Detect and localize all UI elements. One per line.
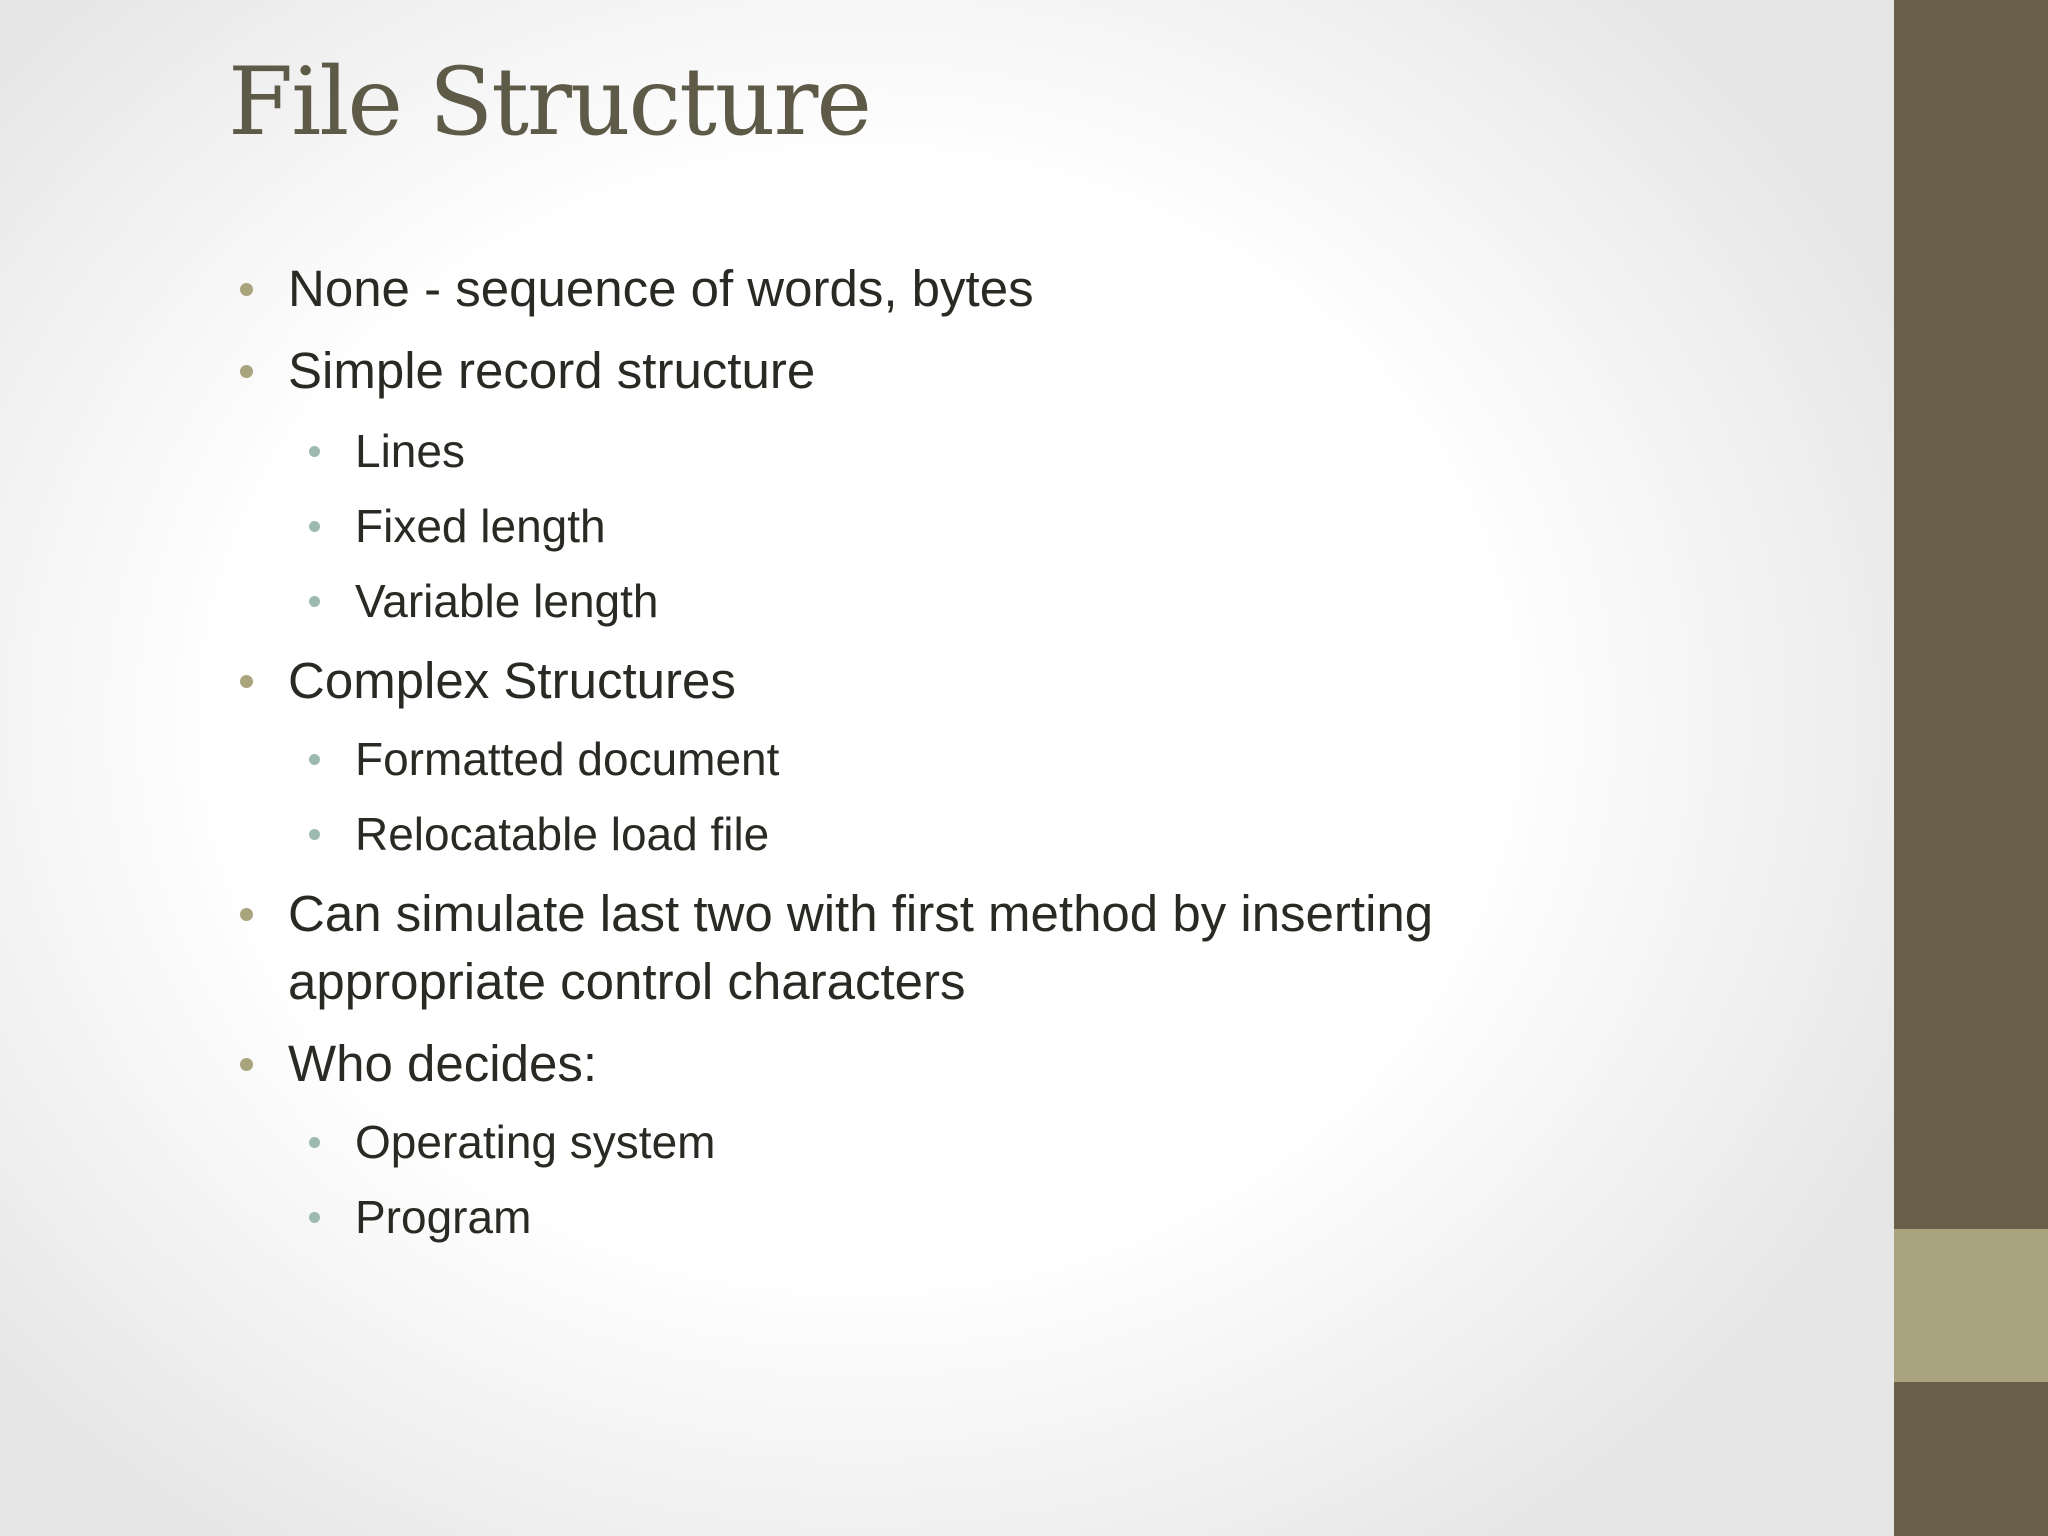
sub-bullet-dot-icon bbox=[309, 754, 320, 765]
sub-bullet-dot-icon bbox=[309, 521, 320, 532]
bullet-text: Who decides: bbox=[288, 1035, 597, 1092]
bullet-text: None - sequence of words, bytes bbox=[288, 260, 1034, 317]
bullet-item bbox=[288, 255, 1034, 323]
bullet-item bbox=[288, 1030, 597, 1098]
bullet-text: Simple record structure bbox=[288, 342, 816, 399]
sub-bullet-dot-icon bbox=[309, 829, 320, 840]
sub-bullet-text: Operating system bbox=[355, 1116, 716, 1168]
sub-bullet-dot-icon bbox=[309, 446, 320, 457]
sub-bullet-text: Lines bbox=[355, 425, 465, 477]
bullet-item bbox=[288, 880, 1688, 1016]
slide-title: File Structure bbox=[228, 48, 871, 157]
sub-bullet-item bbox=[355, 1105, 715, 1179]
sub-bullet-text: Fixed length bbox=[355, 500, 606, 552]
sub-bullet-text: Program bbox=[355, 1191, 532, 1243]
sub-bullet-text: Relocatable load file bbox=[355, 808, 770, 860]
bullet-dot-icon bbox=[240, 283, 253, 296]
sub-bullet-text: Formatted document bbox=[355, 733, 780, 785]
sub-bullet-item bbox=[355, 414, 465, 488]
sub-bullet-dot-icon bbox=[309, 1137, 320, 1148]
bullet-text: Complex Structures bbox=[288, 652, 736, 709]
sub-bullet-text: Variable length bbox=[355, 575, 659, 627]
sub-bullet-item bbox=[355, 722, 779, 796]
bullet-dot-icon bbox=[240, 1058, 253, 1071]
sub-bullet-item bbox=[355, 1180, 531, 1254]
bullet-item bbox=[288, 337, 815, 405]
sub-bullet-dot-icon bbox=[309, 596, 320, 607]
bullet-dot-icon bbox=[240, 675, 253, 688]
sub-bullet-item bbox=[355, 797, 769, 871]
sub-bullet-item bbox=[355, 489, 606, 563]
bullet-text: Can simulate last two with first method by inserting appropriate control characters bbox=[288, 885, 1434, 1010]
bullet-dot-icon bbox=[240, 908, 253, 921]
sub-bullet-item bbox=[355, 564, 658, 638]
side-accent-decoration bbox=[1894, 1229, 2048, 1382]
sub-bullet-dot-icon bbox=[309, 1212, 320, 1223]
bullet-dot-icon bbox=[240, 365, 253, 378]
bullet-item bbox=[288, 647, 736, 715]
